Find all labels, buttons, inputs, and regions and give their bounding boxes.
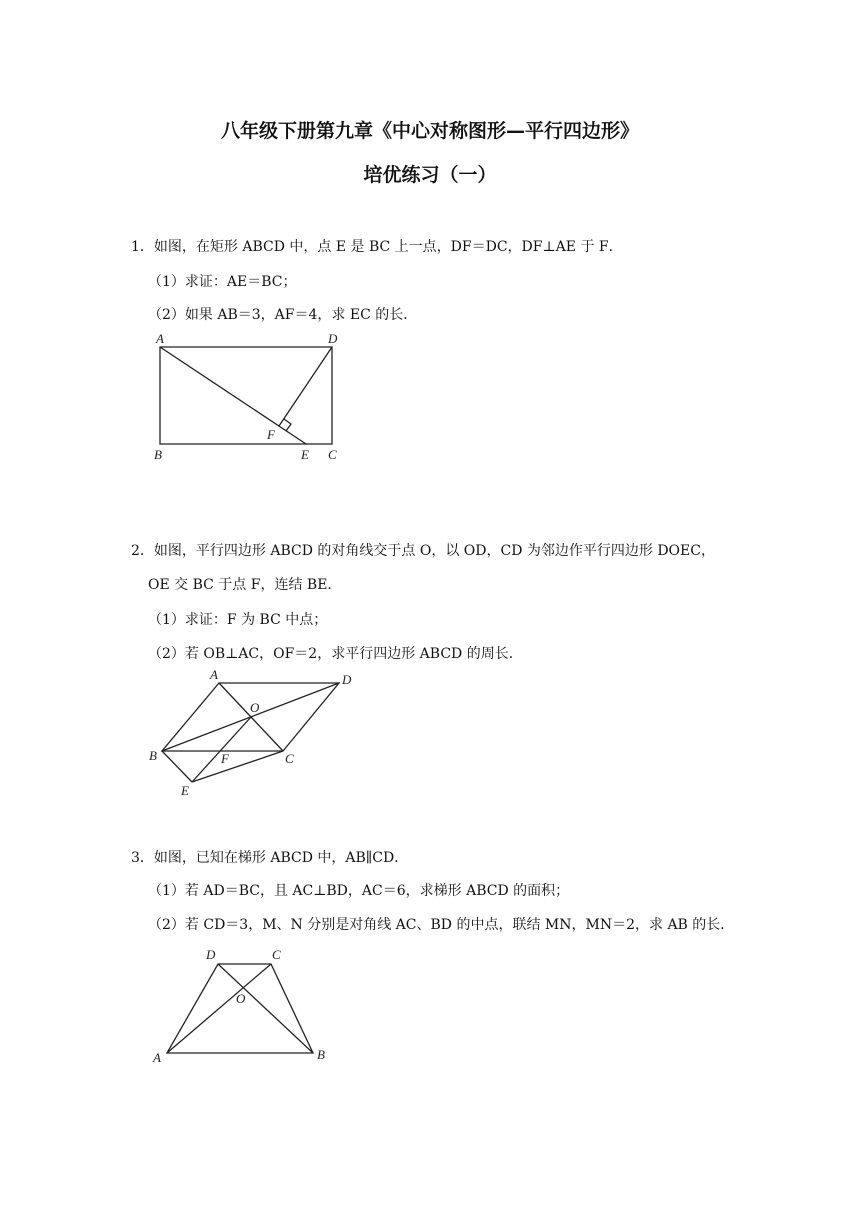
label-d: D — [206, 947, 216, 962]
problem-2-part-1: （1）求证：F 为 BC 中点； — [148, 612, 328, 628]
trapezoid-abcd — [167, 964, 313, 1053]
label-c: C — [328, 447, 337, 462]
label-b: B — [149, 748, 157, 763]
label-b: B — [317, 1047, 325, 1062]
label-o: O — [236, 991, 246, 1006]
label-e: E — [181, 783, 189, 798]
problem-1-part-2: （2）如果 AB＝3，AF＝4，求 EC 的长． — [148, 307, 418, 323]
figure-3-trapezoid — [145, 942, 345, 1067]
label-a: A — [156, 331, 164, 346]
problem-1-stem: 1．如图，在矩形 ABCD 中，点 E 是 BC 上一点，DF＝DC，DF⊥AE 于 F． — [131, 239, 623, 255]
label-c: C — [285, 751, 294, 766]
diagonal-ac — [167, 964, 271, 1053]
label-d: D — [342, 672, 352, 687]
label-d: D — [328, 331, 338, 346]
label-a: A — [210, 667, 218, 682]
page-subtitle: 培优练习（一） — [363, 164, 497, 186]
label-b: B — [154, 447, 162, 462]
label-c: C — [272, 947, 281, 962]
rectangle-abcd — [160, 347, 332, 444]
right-angle-mark — [284, 419, 291, 431]
problem-1-part-1: （1）求证：AE＝BC； — [148, 274, 297, 290]
problem-2-stem: 2．如图，平行四边形 ABCD 的对角线交于点 O，以 OD，CD 为邻边作平行四边形 DOEC， — [131, 543, 715, 559]
label-e: E — [301, 447, 309, 462]
label-f: F — [221, 751, 229, 766]
label-a: A — [153, 1050, 161, 1065]
figure-2-parallelogram — [140, 664, 370, 804]
page-title: 八年级下册第九章《中心对称图形—平行四边形》 — [220, 120, 639, 142]
segment-ae — [160, 347, 306, 444]
segment-be — [162, 751, 192, 782]
figure-1-rectangle — [145, 328, 365, 468]
problem-3-stem: 3．如图，已知在梯形 ABCD 中，AB∥CD． — [131, 850, 409, 866]
problem-2-stem-cont: OE 交 BC 于点 F，连结 BE． — [148, 577, 342, 593]
label-f: F — [267, 427, 275, 442]
problem-3-part-1: （1）若 AD＝BC，且 AC⊥BD，AC＝6，求梯形 ABCD 的面积； — [148, 883, 570, 899]
problem-3-part-2: （2）若 CD＝3，M、N 分别是对角线 AC、BD 的中点，联结 MN，MN＝2，求 AB 的长． — [148, 917, 735, 933]
diagonal-bd — [218, 964, 313, 1053]
segment-df — [279, 347, 332, 426]
label-o: O — [250, 700, 260, 715]
problem-2-part-2: （2）若 OB⊥AC，OF＝2，求平行四边形 ABCD 的周长． — [148, 646, 523, 662]
